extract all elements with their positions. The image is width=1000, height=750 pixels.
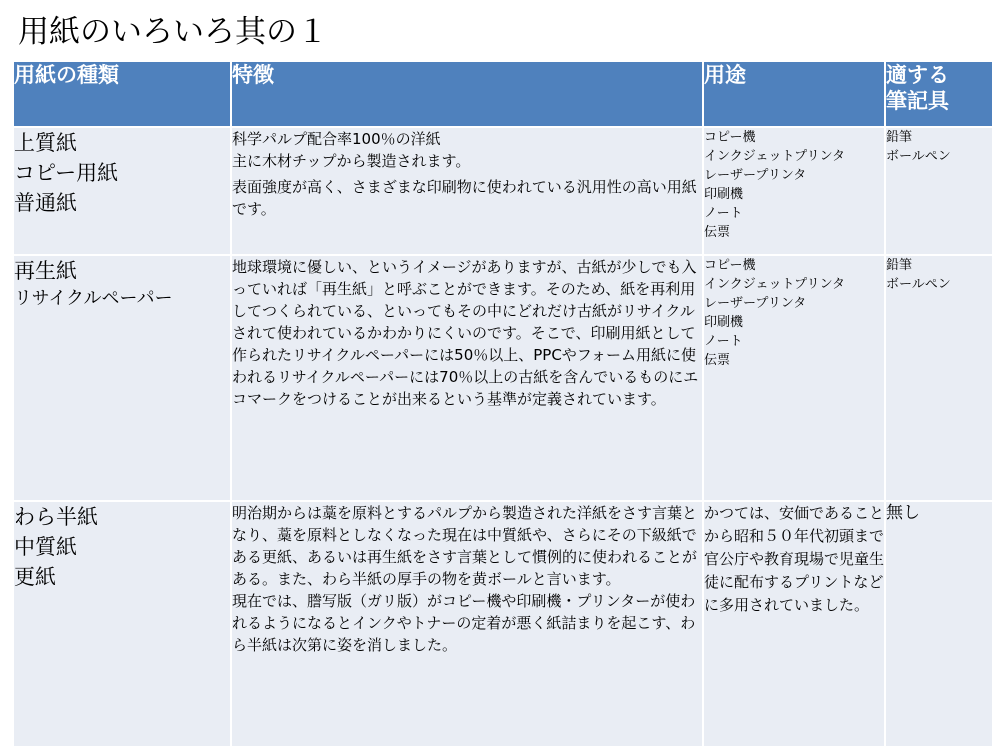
header-writing-tools xyxy=(885,61,993,127)
features-cell xyxy=(231,501,703,747)
tool-item: 鉛筆 xyxy=(886,258,913,273)
tool-item: 鉛筆 xyxy=(886,130,913,145)
table-row-woodfree xyxy=(13,127,993,255)
tool-item: ボールペン xyxy=(886,149,951,164)
paper-name: 普通紙 xyxy=(14,191,77,215)
uses-cell xyxy=(703,501,885,747)
use-item: レーザープリンタ xyxy=(704,296,807,311)
paper-name: 再生紙 xyxy=(14,259,77,283)
tools-cell xyxy=(885,127,993,255)
uses-cell xyxy=(703,255,885,501)
use-item: レーザープリンタ xyxy=(704,168,807,183)
use-item: ノート xyxy=(704,206,743,221)
tools-cell xyxy=(885,255,993,501)
use-item: コピー機 xyxy=(704,258,756,273)
paper-types-table xyxy=(12,60,994,748)
feature-text: 科学パルプ配合率100％の洋紙 xyxy=(232,130,441,148)
use-item: インクジェットプリンタ xyxy=(704,277,846,292)
slide-title: 用紙のいろいろ其の１ xyxy=(18,14,328,50)
tool-item: ボールペン xyxy=(886,277,951,292)
paper-name-cell xyxy=(13,255,231,501)
feature-text: 地球環境に優しい、というイメージがありますが、古紙が少しでも入っていれば「再生紙」と呼ぶことができます。そのため、紙を再利用してつくられている、といってもその中にどれだけ古紙がリサイクルされて使われているかわかりにくいのです。そこで、印刷用紙として作られたリサイクルペーパーには50％以上、PPCやフォーム用紙に使われるリサイクルペーパーには70％以上の古紙を含んでいるものにエコマークをつけることが出来るという基準が定義されています。 xyxy=(232,258,699,408)
paper-name: コピー用紙 xyxy=(14,161,119,185)
paper-name-cell xyxy=(13,501,231,747)
table-row-recycled xyxy=(13,255,993,501)
use-item: 印刷機 xyxy=(704,315,744,330)
feature-text: 明治期からは藁を原料とするパルプから製造された洋紙をさす言葉となり、藁を原料としなくなった現在は中質紙や、さらにその下級紙である更紙、あるいは再生紙をさす言葉として慣例的に使われることがある。また、わら半紙の厚手の物を黄ボールと言います。 xyxy=(232,504,698,588)
table-row-straw-paper xyxy=(13,501,993,747)
use-item: インクジェットプリンタ xyxy=(704,149,846,164)
header-uses: 用途 xyxy=(703,61,885,127)
tools-cell xyxy=(885,501,993,747)
table-header-row xyxy=(13,61,993,127)
use-item: 伝票 xyxy=(704,353,731,368)
use-item: ノート xyxy=(704,334,743,349)
paper-name-cell xyxy=(13,127,231,255)
tool-item: 無し xyxy=(886,503,920,523)
header-paper-type: 用紙の種類 xyxy=(13,61,231,127)
paper-name: 中質紙 xyxy=(14,535,77,559)
use-item: コピー機 xyxy=(704,130,756,145)
features-cell xyxy=(231,255,703,501)
paper-name: 上質紙 xyxy=(14,131,77,155)
use-text: かつては、安価であることから昭和５０年代初頭まで官公庁や教育現場で児童生徒に配布するプリントなどに多用されていました。 xyxy=(704,504,885,614)
feature-text: 主に木材チップから製造されます。 xyxy=(232,152,471,170)
feature-text: 現在では、謄写版（ガリ版）がコピー機や印刷機・プリンターが使われるようになるとインクやトナーの定着が悪く紙詰まりを起こす、わら半紙は次第に姿を消しました。 xyxy=(232,592,696,654)
paper-name: リサイクルペーパー xyxy=(14,288,173,309)
paper-name: 更紙 xyxy=(14,565,56,589)
use-item: 印刷機 xyxy=(704,187,744,202)
uses-cell xyxy=(703,127,885,255)
feature-text: 表面強度が高く、さまざまな印刷物に使われている汎用性の高い用紙です。 xyxy=(232,178,697,218)
header-writing-tools-line2: 筆記具 xyxy=(886,89,949,113)
paper-name: わら半紙 xyxy=(14,505,98,529)
header-writing-tools-line1: 適する xyxy=(886,63,949,87)
header-features: 特徴 xyxy=(231,61,703,127)
use-item: 伝票 xyxy=(704,225,731,240)
features-cell xyxy=(231,127,703,255)
